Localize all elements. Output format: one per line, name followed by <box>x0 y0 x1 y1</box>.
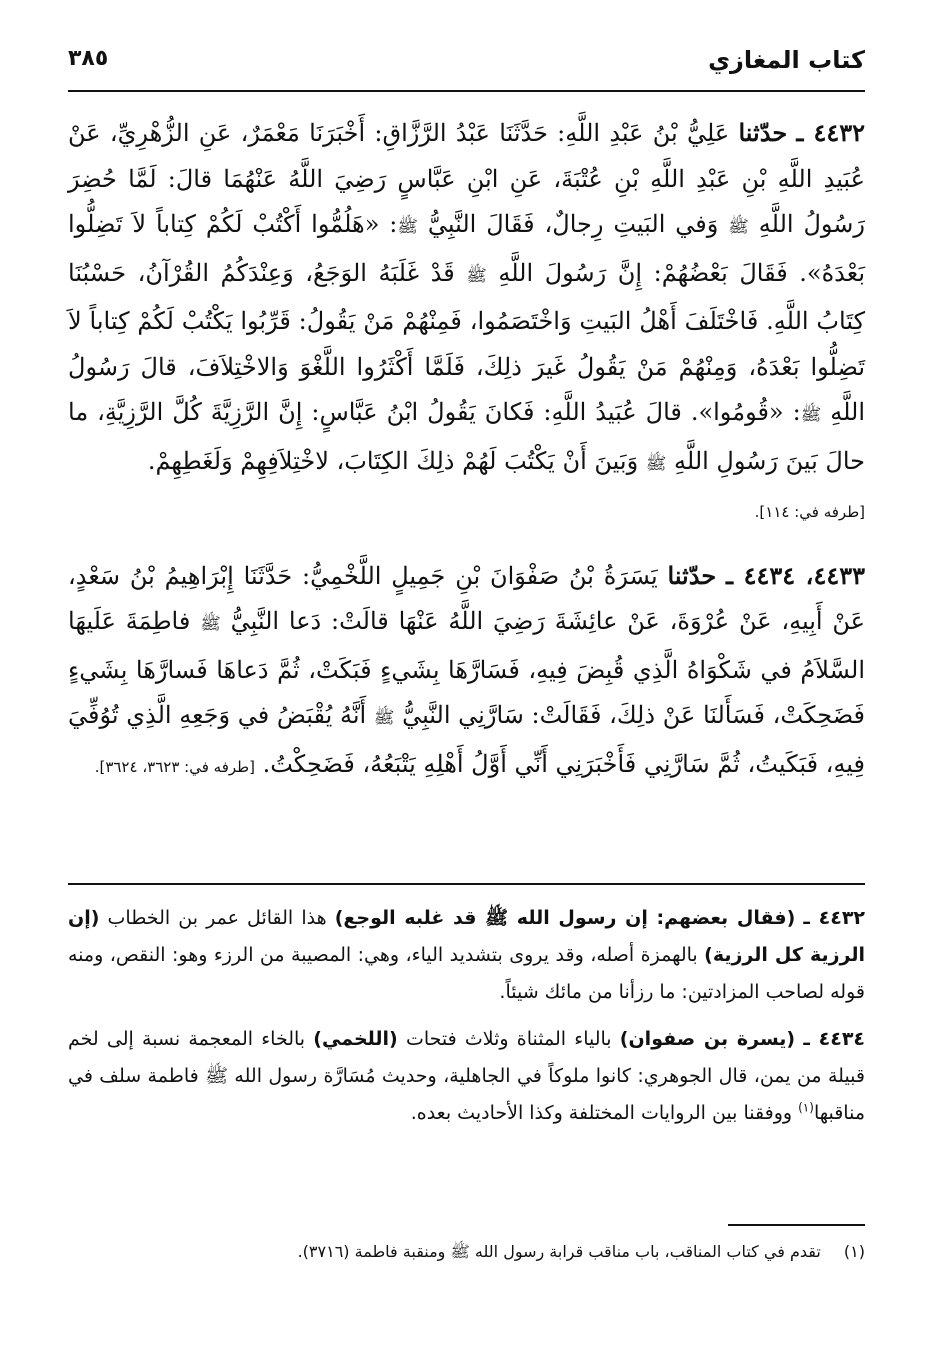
salawat-glyph: ﷺ <box>466 265 487 286</box>
main-text <box>68 110 865 790</box>
hadith-text: وَبَينَ أَنْ يَكْتُبَ لَهُمْ ذلِكَ الكِتَابَ، لاخْتِلاَفِهِمْ وَلَغَطِهِمْ. <box>147 446 646 475</box>
commentary-quote: (فقال بعضهم: إن رسول الله ﷺ قد غلبه الوجع) <box>334 907 796 929</box>
salawat-glyph: ﷺ <box>397 217 418 237</box>
hadith-lead: حدّثنا <box>667 560 717 590</box>
hadith-text: يَسَرَةُ بْنُ صَفْوَانَ بْنِ جَمِيلٍ اللَّخْمِيُّ: حَدَّثَنَا إِبْرَاهِيمُ بْنُ سَعْدٍ، عَنْ أَبِيهِ، عَنْ عُرْوَةَ، عَنْ عائِشَةَ رَضِيَ اللَّهُ عَنْهَا قالَتْ: دَعا النَّبِيُّ <box>68 561 865 635</box>
hadith-lead: حدّثنا <box>738 118 788 147</box>
commentary-divider <box>68 883 865 885</box>
cross-reference: [طرفه في: ١١٤]. <box>754 503 865 521</box>
hadith-4432 <box>68 110 865 533</box>
footnote <box>68 1238 865 1266</box>
hadith-4433-4434 <box>68 553 865 791</box>
footnote-divider <box>728 1224 865 1226</box>
footnote-text: تقدم في كتاب المناقب، باب مناقب قرابة رسول الله ﷺ ومنقبة فاطمة (٣٧١٦). <box>297 1242 821 1261</box>
salawat-glyph: ﷺ <box>373 708 395 728</box>
page-number: ٣٨٥ <box>68 46 109 71</box>
footnote-reference: (١) <box>798 1100 814 1115</box>
hadith-text: فاطِمَةَ عَلَيهَا السَّلاَمُ في شَكْوَاهُ الَّذِي قُبِضَ فِيهِ، فَسَارَّهَا بِشَيءٍ فَبَكَتْ، ثُمَّ دَعاهَا فَسارَّهَا بِشَيءٍ فَضَحِكَتْ، فَسَأَلنَا عَنْ ذلِكَ، فَقَالَتْ: سَارَّنِي النَّبِيُّ <box>68 607 865 729</box>
hadith-number: ٤٤٣٢ ـ <box>796 118 865 147</box>
footnote-marker: (١) <box>843 1242 865 1261</box>
hadith-text: : «قُومُوا». قالَ عُبَيدُ اللَّهِ: فَكانَ يَقُولُ ابْنُ عَبَّاسٍ: إِنَّ الرَّزِيَّةَ كُلَّ الرَّزِيَّةِ، ما حالَ بَينَ رَسُولِ اللَّهِ <box>68 398 865 475</box>
hadith-text: قَدْ غَلَبَهُ الوَجَعُ، وَعِنْدَكُمُ القُرْآنُ، حَسْبُنَا كِتَابُ اللَّهِ. فَاخْتَلَفَ أَهْلُ البَيتِ وَاخْتَصَمُوا، فَمِنْهُمْ مَنْ يَقُولُ: قَرِّبُوا يَكْتُبْ لَكُمْ كِتاباً لاَ تَضِلُّوا بَعْدَهُ، وَمِنْهُمْ مَنْ يَقُولُ غَيرَ ذلِكَ، فَلَمَّا أَكْثَرُوا اللَّغْوَ وَالاخْتِلاَفَ، قالَ رَسُولُ اللَّهِ <box>68 258 865 426</box>
commentary-text: بالياء المثناة وثلاث فتحات <box>397 1028 620 1050</box>
commentary-text: ووفقنا بين الروايات المختلفة وكذا الأحاديث بعده. <box>410 1102 799 1124</box>
hadith-text: عَلِيُّ بْنُ عَبْدِ اللَّهِ: حَدَّثَنَا عَبْدُ الرَّزَّاقِ: أَخْبَرَنَا مَعْمَرٌ، عَنِ الزُّهْرِيِّ، عَنْ عُبَيدِ اللَّهِ بْنِ عَبْدِ اللَّهِ بْنِ عُتْبَةَ، عَنِ ابْنِ عَبَّاسٍ رَضِيَ اللَّهُ عَنْهُمَا قالَ: لَمَّا حُضِرَ رَسُولُ اللَّهِ <box>68 119 865 238</box>
commentary-quote: (اللخمي) <box>313 1028 398 1050</box>
commentary-section <box>68 900 865 1132</box>
hadith-text: وَفي البَيتِ رِجالٌ، فَقَالَ النَّبِيُّ <box>427 210 729 238</box>
salawat-glyph: ﷺ <box>728 217 749 237</box>
salawat-glyph: ﷺ <box>200 614 221 634</box>
commentary-text: بالخاء المعجمة نسبة إلى لخم قبيلة من يمن، قال الجوهري: كانوا ملوكاً في الجاهلية، وحديث مُسَارَّة رسول الله ﷺ فاطمة سلف في مناقبها <box>68 1028 865 1124</box>
commentary-text: بالهمزة أصله، وقد يروى بتشديد الياء، وهي: المصيبة من الرزء وهو: النقص، ومنه قوله لصاحب المزادتين: ما رزأنا من مائك شيئاً. <box>68 944 865 1003</box>
commentary-4434 <box>68 1021 865 1132</box>
page-header <box>68 44 865 84</box>
commentary-text: هذا القائل عمر بن الخطاب <box>99 907 335 929</box>
commentary-number: ٤٤٣٢ ـ <box>803 907 866 929</box>
cross-reference: [طرفه في: ٣٦٢٣، ٣٦٢٤]. <box>94 757 255 776</box>
salawat-glyph: ﷺ <box>800 405 822 425</box>
hadith-number: ٤٤٣٣، ٤٤٣٤ ـ <box>726 560 865 590</box>
hadith-text: : «هَلُمُّوا أَكْتُبْ لَكُمْ كِتاباً لاَ تَضِلُّوا بَعْدَهُ». فَقَالَ بَعْضُهُمْ: إِنَّ رَسُولَ اللَّهِ <box>68 210 865 287</box>
commentary-quote: (يسرة بن صفوان) <box>619 1028 796 1050</box>
commentary-number: ٤٤٣٤ ـ <box>803 1028 866 1050</box>
commentary-quote: (إن الرزية كل الرزية) <box>68 907 866 966</box>
hadith-text: أَنَّهُ يُقْبَضُ في وَجَعِهِ الَّذِي تُوُفِّيَ فِيهِ، فَبَكَيتُ، ثُمَّ سَارَّنِي فَأَخْبَرَنِي أَنِّي أَوَّلُ أَهْلِهِ يَتْبَعُهُ، فَضَحِكْتُ. <box>68 701 865 778</box>
salawat-glyph: ﷺ <box>645 453 667 474</box>
running-title: كتاب المغازي <box>708 46 865 74</box>
commentary-4432 <box>68 900 865 1011</box>
header-divider <box>68 90 865 92</box>
